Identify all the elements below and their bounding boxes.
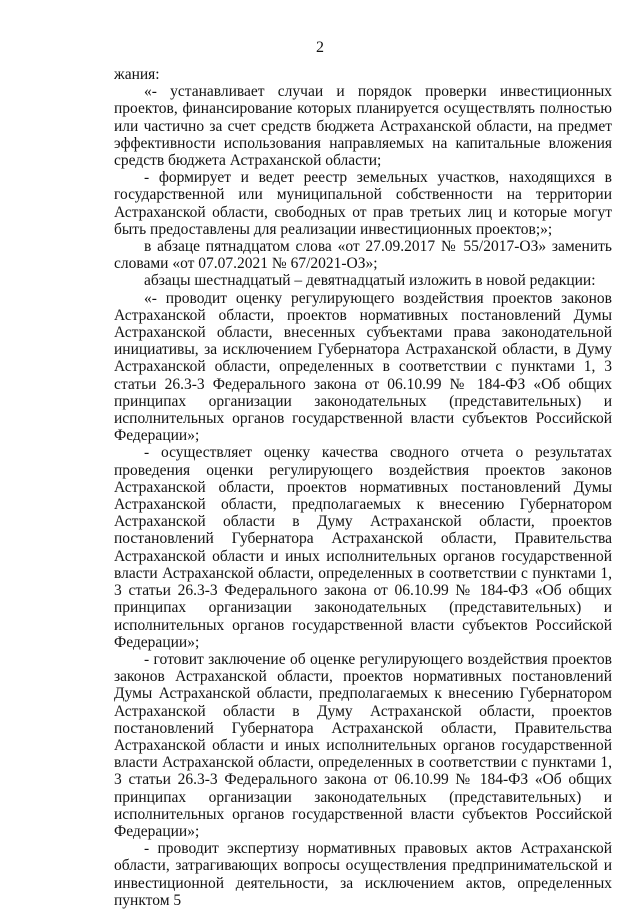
paragraph: в абзаце пятнадцатом слова «от 27.09.2017 № 55/2017-ОЗ» заменить словами «от 07.07.2021 № 67/2021-ОЗ»; — [114, 238, 612, 273]
paragraph: абзацы шестнадцатый – девятнадцатый изложить в новой редакции: — [144, 272, 596, 290]
paragraph: - формирует и ведет реестр земельных участков, находящихся в государственной или муниципальной собственности на территории Астраханской области, свободных от прав третьих лиц и которые могут быть предоставлены для реализации инвестиционных проектов;»; — [114, 169, 612, 238]
paragraph: - готовит заключение об оценке регулирующего воздействия проектов законов Астраханской области, проектов нормативных постановлений Думы Астраханской области, предполагаемых к внесению Губернатором Астраханской области в Думу Астраханской области, проектов постановлений Губернатора Астраханской области, Правительства Астраханской области и иных исполнительных органов государственной власти Астраханской области, определенных в соответствии с пунктами 1, 3 статьи 26.3-3 Федерального закона от 06.10.99 № 184-ФЗ «Об общих принципах организации законодательных (представительных) и исполнительных органов государственной власти субъектов Российской Федерации»; — [114, 650, 612, 840]
paragraph: - проводит экспертизу нормативных правовых актов Астраханской области, затрагивающих вопросы осуществления предпринимательской и инвестиционной деятельности, за исключением актов, определенных пунктом 5 — [114, 840, 612, 909]
page-number: 2 — [316, 39, 324, 56]
paragraph: «- устанавливает случаи и порядок проверки инвестиционных проектов, финансирование которых планируется осуществлять полностью или частично за счет средств бюджета Астраханской области, на предмет эффективности использования направляемых на капитальные вложения средств бюджета Астраханской области; — [114, 83, 612, 170]
paragraph-continuation: жания: — [114, 66, 160, 83]
paragraph: «- проводит оценку регулирующего воздействия проектов законов Астраханской области, проектов нормативных постановлений Думы Астраханской области, внесенных субъектами права законодательной инициативы, за исключением Губернатора Астраханской области, в Думу Астраханской области, определенных в соответствии с пунктами 1, 3 статьи 26.3-3 Федерального закона от 06.10.99 № 184-ФЗ «Об общих принципах организации законодательных (представительных) и исполнительных органов государственной власти субъектов Российской Федерации»; — [114, 289, 612, 445]
document-body — [114, 66, 612, 909]
paragraph: - осуществляет оценку качества сводного отчета о результатах проведения оценки регулирующего воздействия проектов законов Астраханской области, проектов нормативных постановлений Думы Астраханской области, предполагаемых к внесению Губернатором Астраханской области в Думу Астраханской области, проектов постановлений Губернатора Астраханской области, Правительства Астраханской области и иных исполнительных органов государственной власти Астраханской области, определенных в соответствии с пунктами 1, 3 статьи 26.3-3 Федерального закона от 06.10.99 № 184-ФЗ «Об общих принципах организации законодательных (представительных) и исполнительных органов государственной власти субъектов Российской Федерации»; — [114, 444, 612, 651]
